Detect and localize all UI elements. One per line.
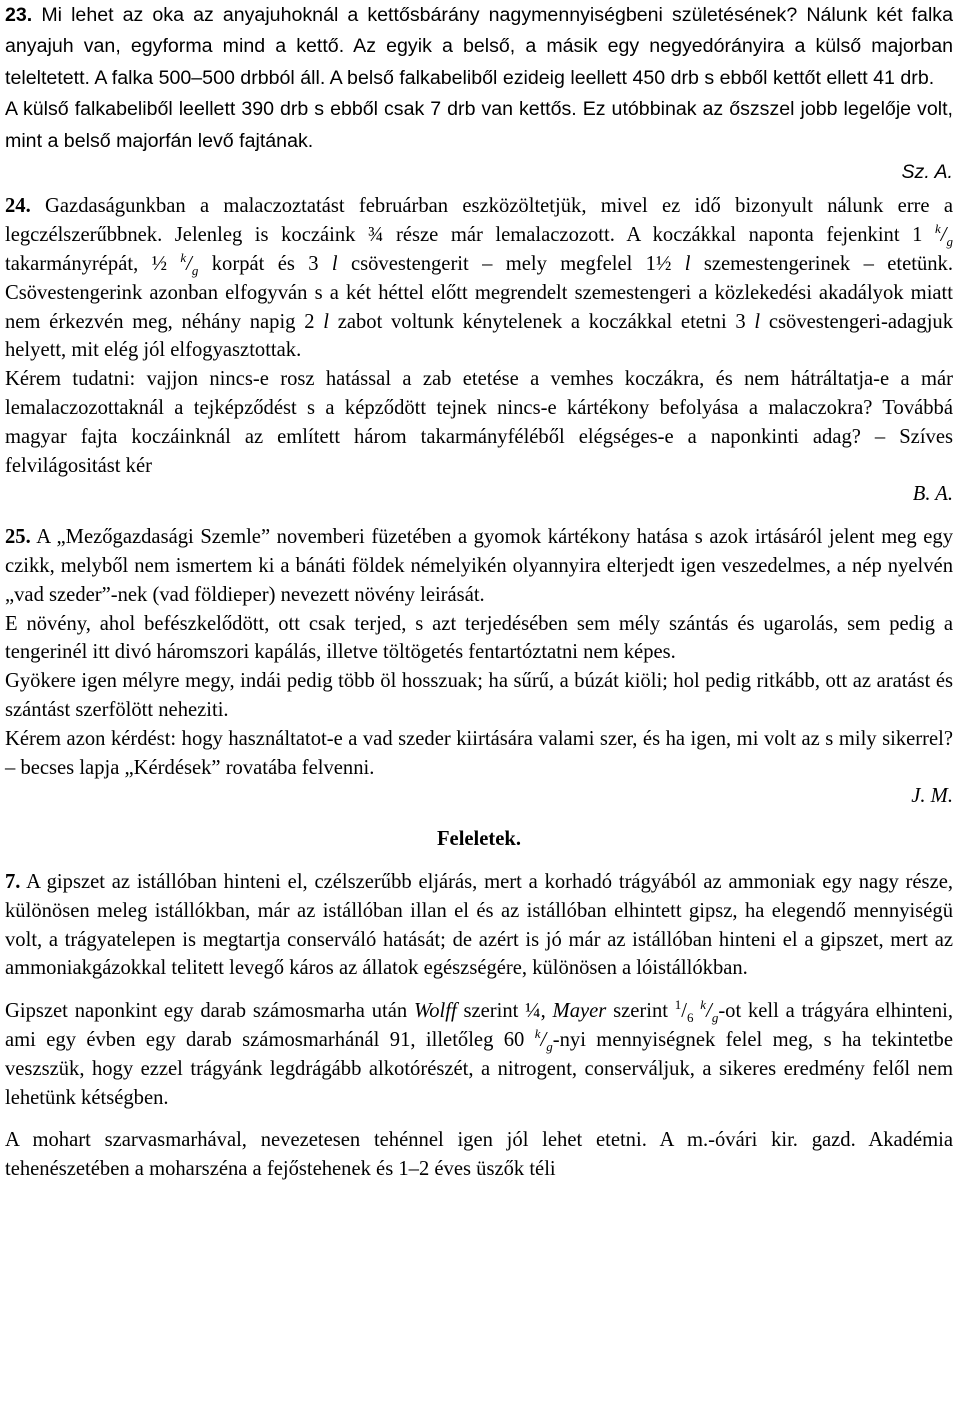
question-25-paragraph-4: Kérem azon kérdést: hogy használtatot-e a vad szeder kiirtására valami szer, és ha igen, mi volt az s mily sikerrel? – becses lapja „Kérdések” rovatába felvenni. — [5, 727, 953, 779]
question-number: 25. — [5, 526, 31, 549]
answer-7-paragraph-3: A mohart szarvasmarhával, nevezetesen tehénnel igen jól lehet etetni. A m.-óvári kir. gazd. Akadémia tehenészetében a moharszéna a fejőstehenek és 1–2 éves üszők téli — [5, 1129, 953, 1181]
unit-liter: l — [331, 253, 338, 276]
document-page — [5, 0, 953, 1184]
unit-kg: $^k/_g$ — [180, 250, 199, 279]
unit-liter: l — [754, 310, 761, 333]
unit-kg: $^k/_g$ — [700, 997, 719, 1026]
signature: J. M. — [911, 785, 953, 808]
question-23-paragraph-2: A külső falkabeliből leellett 390 drb s ebből csak 7 drb van kettős. Ez utóbbinak az őszszel jobb legelője volt, mint a belső majorfán levő fajtának. — [5, 98, 953, 152]
question-24-paragraph: 24. Gazdaságunkban a malaczoztatást februárban eszközöltetjük, mivel ez idő bizonyult nálunk erre a legczélszerűbbnek. Jelenleg is koczáink ¾ része már lemalaczozott. A koczákkal naponta fejenkint 1 $^k/_g$ takarmányrépát, ½ $^k/_g$ korpát és 3 l csövestengerit – mely megfelel 1½ l szemestengerinek – etetünk. Csövestengerink azonban elfogyván s a két héttel előtt megrendelt szemestengeri a közlekedési akadályok miatt nem érkezvén meg, néhány napig 2 l zabot voltunk kénytelenek a koczákkal etetni 3 l csövestengeri-adagjuk helyett, mit elég jól elfogyasztottak. — [5, 195, 954, 362]
question-23 — [5, 0, 953, 188]
unit-kg: $^k/_g$ — [934, 221, 953, 250]
question-text: Mi lehet az oka az anyajuhoknál a kettősbárány nagymennyiségbeni születésének? Nálunk két falka anyajuh van, egyforma mind a kettő. Az egyik a belső, a másik egy negyedórányira a külső majorban teleltetett. A falka 500–500 drbból áll. A belső falkabeliből ezideig leellett 450 drb s ebből kettőt ellett 41 drb. — [5, 4, 953, 89]
answer-7-paragraph: 7. A gipszet az istállóban hinteni el, czélszerűbb eljárás, mert a korhadó trágyából az ammoniak egy nagy része, különösen meleg istállókban, már az istállóban illan el és az istállóban elhintett gipsz, ha elegendő mennyiségü volt, a trágyatelepen is megtartja conserváló hatását; de azért is jó már az istállóban hinteni el a gipszet, mert az ammoniakgázokkal telitett levegő káros az állatok egészségére, különösen a lóistállókban. — [5, 870, 953, 980]
question-23-paragraph — [5, 0, 953, 94]
author-wolff: Wolff — [413, 1000, 457, 1023]
answers-section — [5, 825, 953, 1184]
question-25-paragraph-3: Gyökere igen mélyre megy, indái pedig több öl hosszuak; ha sűrű, a búzát kiöli; hol pedig ritkább, ott az aratást és szántást szerfölött neheziti. — [5, 670, 953, 721]
question-25 — [5, 523, 953, 811]
signature: Sz. A. — [901, 161, 953, 184]
question-25-paragraph-2: E növény, ahol befészkelődött, ott csak terjed, s azt terjedésében sem mély szántás és ugarolás, sem pedig a tengerinél itt divó háromszori kapálás, illetve töltögetés fentartóztatni nem képes. — [5, 612, 953, 664]
answer-number: 7. — [5, 870, 21, 893]
unit-kg: $^k/_g$ — [534, 1026, 553, 1055]
unit-liter: l — [684, 253, 691, 276]
fraction-one-sixth: $^1/_6$ — [674, 997, 694, 1026]
answers-heading: Feleletek. — [436, 828, 522, 851]
answer-7-paragraph-2: Gipszet naponkint egy darab számosmarha után Wolff szerint ¼, Mayer szerint $^1/_6$ $^k/_g-ot$ kell a trágyára elhinteni, ami egy évben egy darab számosmarhánál 91, illetőleg 60 $^k/_g$-nyi mennyiségnek felel meg, s ha tekintetbe veszszük, hogy ezzel trágyánk legdrágább alkotórészét, a nitrogent, conserváljuk, a sikeres eredmény felől nem lehetünk kétségben. — [5, 997, 953, 1109]
unit-liter: l — [323, 310, 329, 333]
question-24 — [5, 192, 953, 509]
author-mayer: Mayer — [552, 1000, 607, 1023]
question-number: 24. — [5, 195, 31, 218]
signature: B. A. — [912, 483, 953, 506]
question-24-paragraph-2: Kérem tudatni: vajjon nincs-e rosz hatással a zab etetése a vemhes koczákra, és nem hátráltatja-e a már lemalaczozottaknál a tejképződést s a képződött tejnek nincs-e kártékony befolyása a malaczokra? Továbbá magyar fajta koczáinknál az említett három takarmányféléből elégséges-e a naponkinti adag? – Szíves felvilágositást kér — [5, 368, 953, 477]
question-25-paragraph: 25. A „Mezőgazdasági Szemle” novemberi füzetében a gyomok kártékony hatása s azok irtásáról jelent meg egy czikk, melyből nem ismertem ki a bánáti földek némelyikén olyannyira elterjedt igen veszedelmes, a nép nyelvén „vad szeder”-nek (vad földieper) nevezett növény leirását. — [5, 526, 953, 606]
question-number: 23. — [5, 4, 33, 26]
